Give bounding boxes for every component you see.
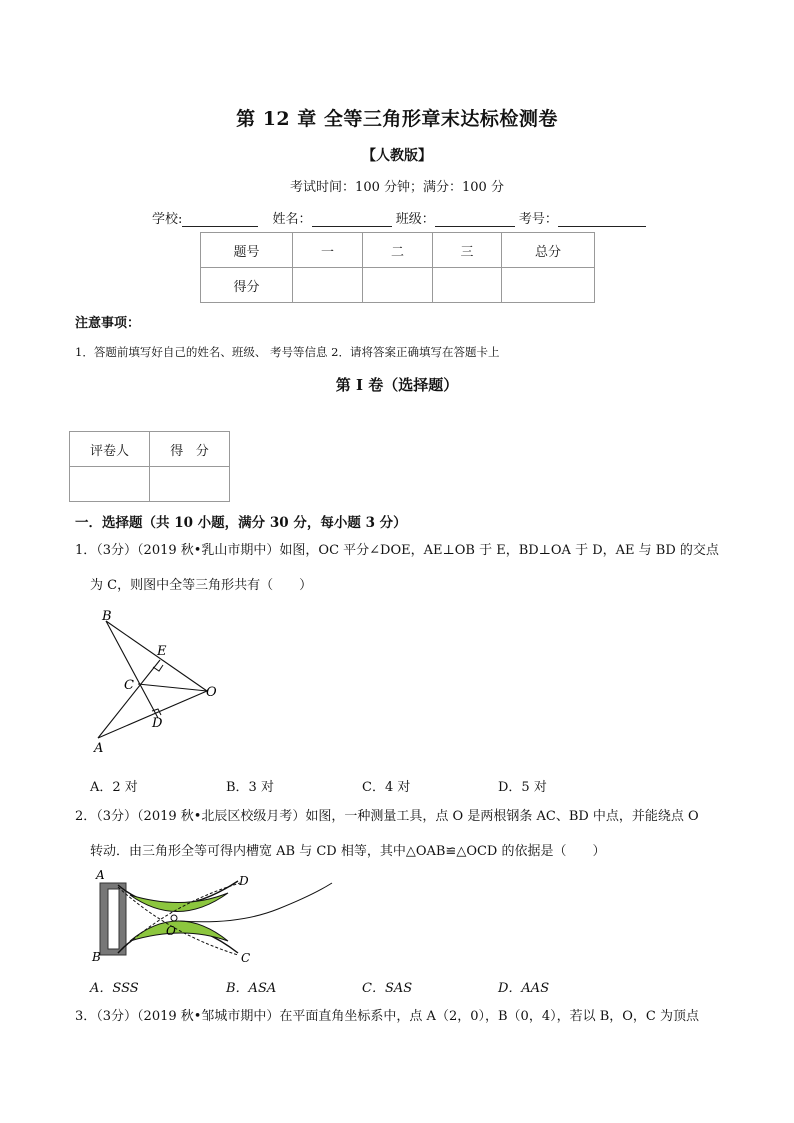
option-a[interactable]: A．2 对 <box>90 780 138 795</box>
name-field[interactable] <box>312 212 392 227</box>
score-table-score-row <box>201 268 595 303</box>
exam-number-field[interactable] <box>558 212 646 227</box>
question-3-stem: 3．（3分）（2019 秋•邹城市期中）在平面直角坐标系中，点 A（2，0），B（0，4），若以 B，O，C 为顶点 <box>75 1009 700 1024</box>
notice-body: 1．答题前填写好自己的姓名、班级、 考号等信息 2．请将答案正确填写在答题卡上 <box>75 345 500 359</box>
fig2-label-d: D <box>239 874 249 888</box>
question-1-figure <box>85 605 235 765</box>
grader-cell[interactable] <box>70 467 150 502</box>
score-table-header-row <box>201 233 595 268</box>
option-b[interactable]: B．ASA <box>226 981 277 996</box>
school-label: 学校: <box>152 212 183 227</box>
grader-score-cell[interactable] <box>150 467 230 502</box>
fig2-label-c: C <box>241 951 251 965</box>
fig1-label-c: C <box>124 678 134 693</box>
fig1-label-d: D <box>152 716 163 731</box>
grader-header-row <box>70 432 230 467</box>
score-cell[interactable] <box>363 268 433 303</box>
fig1-label-o: O <box>206 685 217 700</box>
volume-title: 第 I 卷（选择题） <box>335 376 459 394</box>
score-header-cell: 三 <box>433 233 502 268</box>
grader-label: 评卷人 <box>70 432 150 467</box>
question-1-stem-cont: 为 C，则图中全等三角形共有（ ） <box>90 578 313 593</box>
grader-input-row <box>70 467 230 502</box>
edition-label: 【人教版】 <box>362 148 432 164</box>
class-field[interactable] <box>435 212 515 227</box>
score-row-label: 得分 <box>201 268 293 303</box>
score-header-cell: 二 <box>363 233 433 268</box>
fig2-label-b: B <box>92 950 101 964</box>
notice-title: 注意事项： <box>75 316 141 331</box>
fig2-label-a: A <box>96 868 105 882</box>
option-c[interactable]: C．4 对 <box>362 780 411 795</box>
option-c[interactable]: C．SAS <box>362 981 413 996</box>
option-d[interactable]: D．5 对 <box>498 780 547 795</box>
fig1-label-a: A <box>94 741 104 756</box>
page-title: 第 12 章 全等三角形章末达标检测卷 <box>236 108 558 130</box>
section-heading: 一．选择题（共 10 小题，满分 30 分，每小题 3 分） <box>75 515 407 531</box>
question-2-stem: 2．（3分）（2019 秋•北辰区校级月考）如图，一种测量工具，点 O 是两根钢条 AC、BD 中点，并能绕点 O <box>75 809 699 824</box>
class-label: 班级： <box>395 212 435 227</box>
question-1-options <box>90 776 690 795</box>
fig1-label-e: E <box>157 644 167 659</box>
option-b[interactable]: B．3 对 <box>226 780 274 795</box>
question-1-stem: 1．（3分）（2019 秋•乳山市期中）如图，OC 平分∠DOE，AE⊥OB 于 E，BD⊥OA 于 D，AE 与 BD 的交点 <box>75 543 719 558</box>
exam-number-label: 考号： <box>518 212 558 227</box>
option-d[interactable]: D．AAS <box>498 981 550 996</box>
exam-time: 考试时间：100 分钟；满分：100 分 <box>290 180 504 195</box>
name-label: 姓名： <box>272 212 312 227</box>
question-2-figure <box>88 865 348 970</box>
score-header-cell: 总分 <box>502 233 595 268</box>
score-table <box>200 232 595 303</box>
student-info-line <box>152 208 646 227</box>
score-label: 得 分 <box>150 432 230 467</box>
score-header-cell: 题号 <box>201 233 293 268</box>
score-cell[interactable] <box>502 268 595 303</box>
school-field[interactable] <box>182 212 258 227</box>
fig2-label-o: O <box>166 924 176 938</box>
fig1-label-b: B <box>102 609 112 624</box>
score-cell[interactable] <box>433 268 502 303</box>
question-2-stem-cont: 转动．由三角形全等可得内槽宽 AB 与 CD 相等，其中△OAB≌△OCD 的依据是（ ） <box>90 844 606 859</box>
option-a[interactable]: A．SSS <box>90 981 139 996</box>
grader-table <box>69 431 230 502</box>
score-cell[interactable] <box>293 268 363 303</box>
score-header-cell: 一 <box>293 233 363 268</box>
question-2-options <box>90 977 690 996</box>
